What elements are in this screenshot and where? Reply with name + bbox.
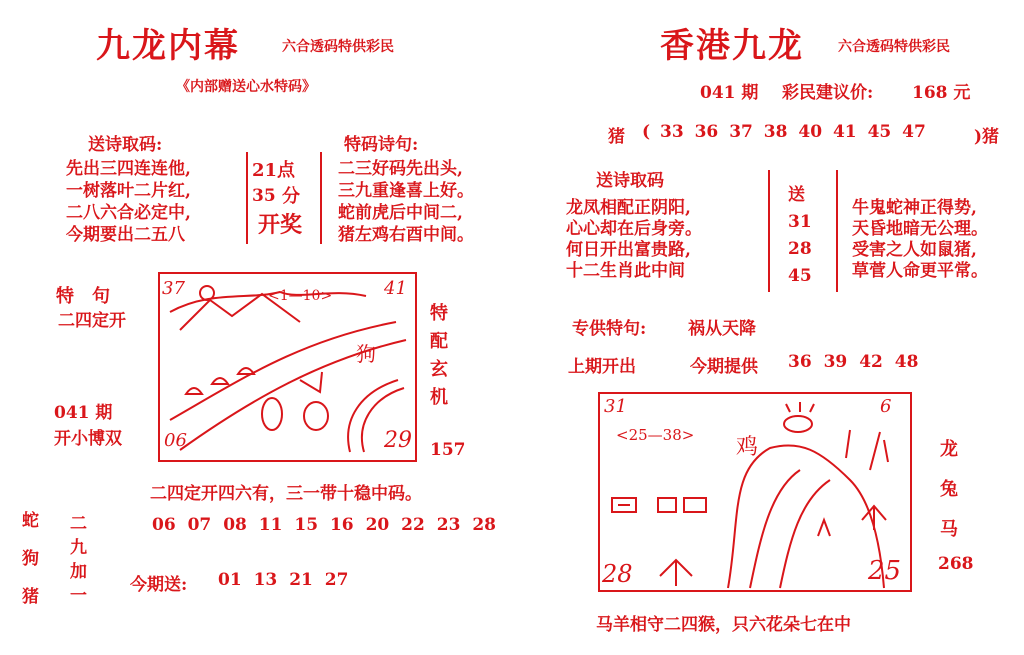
sketch-animal: 鸡: [736, 435, 759, 460]
number: 16: [329, 515, 354, 535]
price-label: 彩民建议价:: [782, 83, 874, 103]
side-char: 玄: [430, 359, 448, 380]
sketch-number: 06: [164, 430, 187, 451]
number: 23: [436, 515, 461, 535]
right-poem-line: 龙凤相配正阴阳,: [566, 198, 691, 218]
side-char: 机: [430, 387, 448, 408]
left-poem-line: 先出三四连连他,: [66, 159, 191, 179]
number: 41: [832, 122, 857, 142]
number: 38: [763, 122, 788, 142]
number: 21: [289, 570, 313, 590]
verse-line: 牛鬼蛇神正得势,: [852, 198, 977, 218]
pig-open: (: [642, 122, 651, 142]
special-line: 三九重逢喜上好。: [338, 181, 474, 201]
right-poem-line: 十二生肖此中间: [566, 261, 685, 281]
right-poem-heading: 送诗取码: [596, 171, 664, 191]
price-value: 168 元: [912, 83, 971, 103]
draw-label: 开奖: [258, 212, 303, 238]
left-poem-line: 一树落叶二片红,: [66, 181, 191, 201]
pig-numbers: [660, 122, 926, 142]
right-footer: 马羊相守二四猴，只六花朵七在中: [596, 615, 851, 635]
zodiac-list: [22, 502, 39, 616]
zodiac-item: 蛇: [22, 511, 39, 531]
left-poem: [66, 158, 191, 246]
divider: [836, 170, 838, 292]
special-line: 二三好码先出头,: [338, 159, 463, 179]
number: 42: [859, 352, 883, 372]
number: 28: [788, 239, 812, 259]
number: 06: [152, 515, 176, 535]
number: 28: [472, 515, 497, 535]
right-poem: [566, 198, 702, 282]
zodiac-item: 狗: [22, 549, 39, 569]
left-summary: 二四定开四六有，三一带十稳中码。: [150, 484, 422, 504]
left-number-list: [152, 515, 496, 535]
number: 47: [902, 122, 926, 142]
right-side-vertical: [940, 430, 958, 550]
side-char: 配: [430, 331, 448, 352]
left-side-vertical: [430, 300, 448, 412]
draw-minute-unit: 分: [282, 186, 300, 207]
left-title: 九龙内幕: [96, 26, 240, 66]
number: 20: [365, 515, 390, 535]
today-numbers: [218, 570, 348, 590]
sketch-number: 28: [602, 560, 633, 588]
special-line: 猪左鸡右酉中间。: [338, 225, 474, 245]
sketch-number: 6: [880, 396, 892, 417]
provide-label: 今期提供: [690, 357, 758, 377]
number: 36: [788, 352, 812, 372]
right-title: 香港九龙: [660, 26, 804, 66]
side-char: 特: [430, 303, 448, 324]
today-label: 今期送:: [130, 575, 188, 595]
special-label: 专供特句:: [572, 319, 647, 339]
left-poem-line: 二八六合必定中,: [66, 203, 191, 223]
sketch-number: 25: [868, 556, 902, 586]
draw-minute: 35: [252, 186, 276, 206]
hint-char: 加: [70, 562, 87, 582]
divider: [246, 152, 248, 244]
side-char: 马: [940, 519, 958, 540]
number: 27: [324, 570, 349, 590]
hint-char: 一: [70, 586, 87, 606]
sketch-animal: 狗: [356, 342, 376, 366]
send-label: 送: [788, 185, 805, 205]
number: 45: [788, 266, 812, 286]
side-char: 兔: [940, 479, 958, 500]
left-subtitle: 《内部赠送心水特码》: [176, 79, 316, 95]
divider: [768, 170, 770, 292]
sketch-number: 31: [604, 396, 627, 417]
sketch-range: <1—10>: [268, 288, 333, 304]
hint-vertical: [70, 512, 87, 608]
number: 15: [294, 515, 319, 535]
left-tagline: 六合透码特供彩民: [282, 39, 394, 55]
sketch-number: 41: [384, 278, 407, 299]
phrase-label: 特 句: [56, 286, 110, 307]
right-poem-line: 何日开出富贵路,: [566, 240, 691, 260]
last-label: 上期开出: [568, 357, 636, 377]
verse-line: 天昏地暗无公理。: [852, 219, 988, 239]
phrase-value: 二四定开: [58, 311, 126, 331]
special-poem: [338, 158, 474, 246]
divider: [320, 152, 322, 244]
right-verse: [852, 198, 988, 282]
number: 45: [867, 122, 892, 142]
right-tagline: 六合透码特供彩民: [838, 39, 950, 55]
number: 08: [223, 515, 247, 535]
number: 11: [258, 515, 283, 535]
verse-line: 受害之人如鼠猪,: [852, 240, 977, 260]
right-side-number: 268: [938, 554, 974, 574]
left-side-number: 157: [430, 440, 466, 460]
right-sketch-frame: [598, 392, 912, 592]
sketch-range: <25—38>: [616, 426, 695, 444]
sketch-number: 29: [384, 428, 412, 453]
number: 40: [798, 122, 823, 142]
hint-char: 九: [70, 538, 87, 558]
issue-value: 开小博双: [54, 429, 122, 449]
number: 36: [694, 122, 719, 142]
zodiac-item: 猪: [22, 587, 39, 607]
number: 37: [729, 122, 753, 142]
right-poem-line: 心心却在后身旁。: [566, 219, 702, 239]
left-poem-heading: 送诗取码:: [88, 135, 163, 155]
number: 01: [218, 570, 242, 590]
number: 13: [253, 570, 278, 590]
side-char: 龙: [940, 439, 958, 460]
pig-label: 猪: [608, 127, 625, 147]
provide-numbers: [788, 352, 918, 372]
number: 33: [660, 122, 684, 142]
special-value: 祸从天降: [688, 319, 756, 339]
number: 22: [401, 515, 425, 535]
pig-close: )猪: [974, 127, 1000, 147]
number: 48: [894, 352, 919, 372]
right-issue: 041 期: [700, 83, 759, 103]
number: 07: [187, 515, 212, 535]
issue-label: 041 期: [54, 403, 113, 423]
left-poem-line: 今期要出二五八: [66, 225, 185, 245]
send-numbers: [788, 182, 812, 290]
draw-hour: 21点: [252, 160, 296, 181]
number: 39: [823, 352, 848, 372]
verse-line: 草菅人命更平常。: [852, 261, 988, 281]
special-heading: 特码诗句:: [344, 135, 419, 155]
hint-char: 二: [70, 514, 87, 534]
number: 31: [788, 212, 812, 232]
special-line: 蛇前虎后中间二,: [338, 203, 463, 223]
sketch-number: 37: [162, 278, 185, 299]
